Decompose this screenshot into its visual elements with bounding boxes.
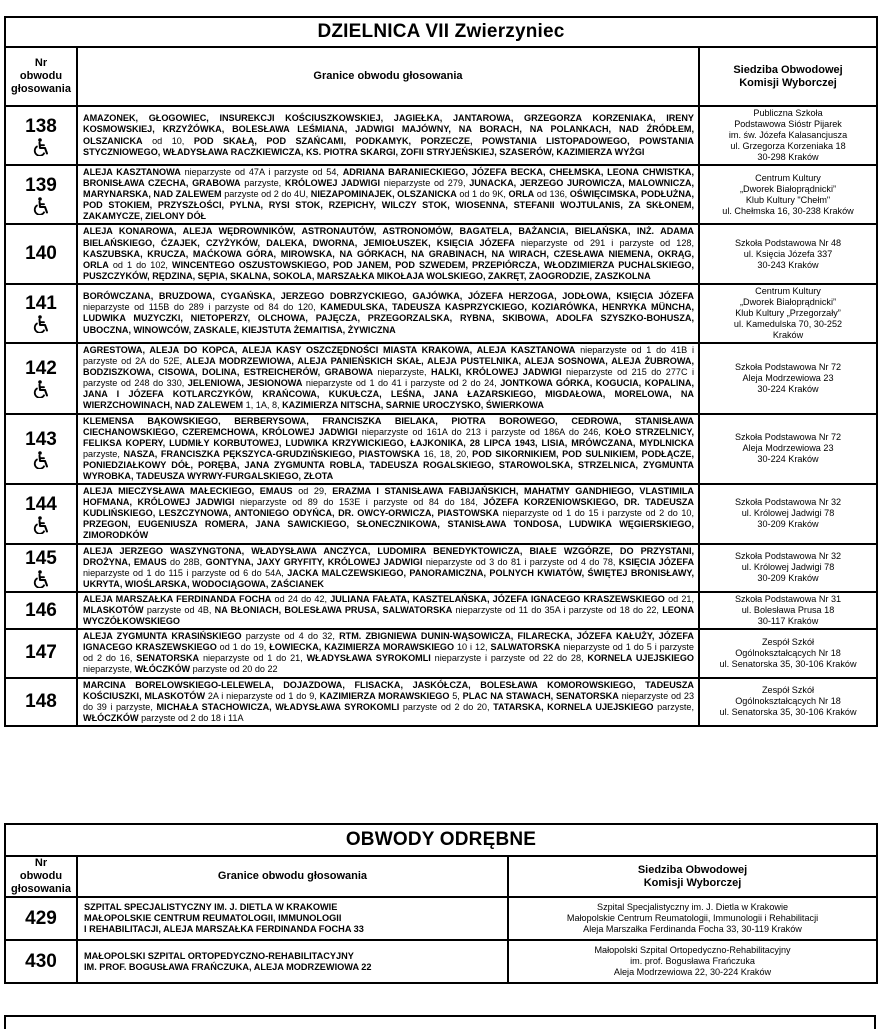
- street-range: od 10,: [142, 135, 194, 146]
- separate-district-row: [5, 897, 877, 940]
- seat-line: 30-243 Kraków: [757, 259, 819, 270]
- boundary-line: SZPITAL SPECJALISTYCZNY IM. J. DIETLA W KRAKOWIE: [84, 902, 338, 912]
- header-seat: [508, 856, 877, 897]
- header-streets: Granice obwodu głosowania: [77, 47, 699, 106]
- wheelchair-accessible-icon: [33, 138, 49, 156]
- seat-line: Szkoła Podstawowa Nr 72: [734, 432, 842, 443]
- street-names: KAMEDULSKA, TADEUSZA KASPRZYCKIEGO, KOZIARÓWKA, HENRYKA MÜNCHA, LUDWIKA MUZYCZKI, NIETOPERZY, OLCHOWA, PAJĘCZA, PRZEGORZALSKA, RYBNA, SKIBOWA, ADOLFA SZYSZKO-BOHUSZA, UBOCZNA, WINOWCÓW, ZASKALE, KIEJSTUTA ŻEMAITISA, ŻYWICZNA: [83, 302, 694, 335]
- street-range: nieparzyste od 1 do 21,: [199, 653, 307, 664]
- separate-districts-table: [4, 823, 878, 984]
- street-names: NA BŁONIACH, BOLESŁAWA PRUSA, SALWATORSKA: [214, 605, 453, 615]
- district-number-cell: [5, 284, 77, 343]
- district-boundaries: [77, 592, 699, 629]
- district-boundaries: [77, 484, 699, 543]
- street-names: SENATORSKA: [136, 653, 200, 664]
- district-number-cell: [5, 165, 77, 224]
- commission-seat: [699, 165, 877, 224]
- district-boundaries: [77, 897, 508, 940]
- district-number-cell: [5, 678, 77, 726]
- district-row: [5, 592, 877, 629]
- seat-line: Podstawowa Sióstr Pijarek: [734, 119, 842, 129]
- district-boundaries: [77, 343, 699, 414]
- district-number-cell: [5, 629, 77, 677]
- district-table: [4, 16, 878, 727]
- district-boundaries: [77, 106, 699, 165]
- street-range: 5,: [449, 690, 463, 701]
- street-range: nieparzyste od 1 do 41 i parzyste od 2 do 24,: [302, 378, 501, 389]
- street-names: POD SIKORNIKIEM, POD SULNIKIEM, PODŁĄCZE, PONIEDZIAŁKOWY DÓŁ, PORĘBA, JANA ZYGMUNTA ROBLA, TADEUSZA ROGALSKIEGO, STAROWOLSKA, STRZELNICA, ZYGMUNTA WYROBKA, TADEUSZA WYRWY-FURGALSKIEGO, ZŁOTA: [83, 448, 694, 481]
- district-number: 142: [25, 358, 57, 380]
- street-range: 2A i nieparzyste od 1 do 9,: [205, 690, 320, 701]
- seat-line: 30-298 Kraków: [757, 152, 819, 162]
- street-names: LEONA WYCZÓŁKOWSKIEGO: [83, 605, 695, 627]
- boundary-line: MAŁOPOLSKIE CENTRUM REUMATOLOGII, IMMUNOLOGII: [84, 913, 342, 923]
- street-names: KOŁO STRZELNICY, FELIKSA KOPERY, LUDMIŁY KORBUTOWEJ, LUDWIKA KRZYWICKIEGO, ŁAJKONIKA, 28 LIPCA 1943, LISIA, MRÓWCZANA, MYDLNICKA: [83, 426, 694, 448]
- street-names: ALEJA JERZEGO WASZYNGTONA, WŁADYSŁAWA ANCZYCA, LUDOMIRA BENEDYKTOWICZA, BIAŁE WZGÓRZE, DO PRZYSTANI, DROŻYNA, EMAUS: [83, 545, 694, 567]
- main-rows: [5, 106, 877, 726]
- district-boundaries: [77, 224, 699, 283]
- seat-line: Szkoła Podstawowa Nr 32: [734, 497, 842, 508]
- header-nr-line: obwodu: [19, 870, 63, 882]
- district-number-cell: [5, 484, 77, 543]
- street-range: do 28B,: [166, 556, 206, 567]
- district-number: 144: [25, 493, 57, 515]
- street-range: nieparzyste od 1 do 115 i parzyste od 6 do 54A,: [83, 567, 288, 578]
- street-range: od 21,: [664, 593, 694, 604]
- seat-line: 30-224 Kraków: [757, 454, 819, 465]
- street-names: ERAZMA I STANISŁAWA FABIJAŃSKICH, MAHATMY GANDHIEGO, VLASTIMILA HOFMANA, KRÓLOWEJ JADWIGI: [83, 486, 694, 508]
- district-number: 148: [25, 690, 57, 712]
- seat-line: 30-209 Kraków: [757, 573, 819, 584]
- header-seat-line: Komisji Wyborczej: [643, 876, 742, 889]
- district-title: DZIELNICA VII Zwierzyniec: [5, 17, 877, 47]
- commission-seat: [699, 592, 877, 629]
- seat-line: Aleja Marszałka Ferdinanda Focha 33, 30-119 Kraków: [583, 924, 802, 934]
- street-names: WINCENTEGO OSZUSTOWSKIEGO, POD JANEM, POD SZWEDEM, PRZEPIÓRCZA, WŁODZIMIERZA PUCHALSKIEGO, PUSZCZYKÓW, RĘDZINA, SĘPIA, SKALNA, SOKOLA, MARSZAŁKA MIKOŁAJA WOLSKIEGO, ZAKRĘT, ZAOGRODZIE, ZASZKOLNA: [83, 259, 694, 281]
- street-names: PLAC NA STAWACH, SENATORSKA: [462, 690, 619, 701]
- header-nr-line: głosowania: [11, 83, 71, 95]
- district-number-cell: [5, 592, 77, 629]
- street-names: BORÓWCZANA, BRUZDOWA, CYGAŃSKA, JERZEGO DOBRZYCKIEGO, GAJÓWKA, JÓZEFA HERZOGA, JODŁOWA, KSIĘCIA JÓZEFA: [83, 291, 694, 302]
- district-number: 145: [25, 547, 57, 569]
- seat-line: Zespół Szkół: [761, 636, 815, 647]
- seat-line: Zespół Szkół: [761, 685, 815, 696]
- street-names: JACKA MALCZEWSKIEGO, PANORAMICZNA, POLNYCH KWIATÓW, ŚWIĘTEJ BRONISŁAWY, UKRYTA, WIOŚLARSKA, WODOCIĄGOWA, ZAŚCIANEK: [83, 567, 695, 589]
- seat-line: Szkoła Podstawowa Nr 31: [734, 594, 842, 605]
- street-range: nieparzyste,: [83, 664, 135, 675]
- seat-line: im. prof. Bogusława Frańczuka: [630, 956, 755, 966]
- district-number-cell: [5, 544, 77, 592]
- seat-line: 30-224 Kraków: [757, 383, 819, 394]
- street-range: nieparzyste od 1 do 15 i parzyste od 2 do 10,: [498, 508, 695, 519]
- header-nr: [5, 856, 77, 897]
- wheelchair-accessible-icon: [33, 315, 49, 333]
- street-names: JUNACKA, JERZEGO JUROWICZA, MALOWNICZA, MARYNARSKA, NAD ZALEWEM: [83, 178, 694, 200]
- district-number: 147: [25, 642, 57, 664]
- header-nr: [5, 47, 77, 106]
- district-row: [5, 165, 877, 224]
- street-names: ADRIANA BARANIECKIEGO, JÓZEFA BECKA, CHEŁMSKA, LEONA CHWISTKA, BRONISŁAWA CZECHA, GRABOWA: [83, 167, 694, 189]
- seat-line: ul. Księcia Józefa 337: [743, 248, 833, 259]
- district-number: 429: [5, 897, 77, 940]
- street-range: 1, 1A, 8,: [243, 400, 283, 411]
- district-boundaries: [77, 284, 699, 343]
- street-names: WŁÓCZKÓW: [83, 712, 139, 723]
- seat-line: Małopolskie Centrum Reumatologii, Immunologii i Rehabilitacji: [566, 913, 819, 923]
- seat-line: Ogólnokształcących Nr 18: [735, 647, 841, 658]
- seat-line: Centrum Kultury: [755, 285, 821, 296]
- street-range: parzyste,: [653, 701, 694, 712]
- header-nr-line: obwodu: [19, 70, 63, 82]
- street-names: MICHAŁA STACHOWICZA, WŁADYSŁAWA SYROKOMLI: [156, 701, 400, 712]
- street-names: GONTYNA, JAXY GRYFITY, KRÓLOWEJ JADWIGI: [205, 556, 423, 567]
- street-names: POD SKAŁĄ, POD SZAŃCAMI, PODKAMYK, PORZECZE, POWSTANIA LISTOPADOWEGO, POWSTANIA STYCZNIOWEGO, WŁADYSŁAWA RACZKIEWICZA, KS. PIOTRA SKARGI, ZOFII STRYJEŃSKIEJ, SZASERÓW, KAZIMIERZA WYŻGI: [83, 135, 694, 157]
- street-range: nieparzyste od 1 do 5 i parzyste od 2 do 16,: [83, 642, 694, 664]
- street-names: KRÓLOWEJ JADWIGI: [284, 178, 381, 189]
- street-names: NIEZAPOMINAJEK, OLSZANICKA: [310, 189, 457, 200]
- seat-line: Publiczna Szkoła: [753, 108, 823, 118]
- district-row: [5, 106, 877, 165]
- street-names: AGRESTOWA, ALEJA DO KOPCA, ALEJA KASY OSZCZĘDNOŚCI MIASTA KRAKOWA, ALEJA KASZTANOWA: [83, 344, 576, 355]
- street-range: od 29,: [292, 486, 333, 497]
- district-number: 139: [25, 174, 57, 196]
- seat-line: 30-209 Kraków: [757, 519, 819, 530]
- street-names: ALEJA KASZTANOWA: [83, 167, 181, 177]
- commission-seat: [508, 940, 877, 983]
- street-names: WŁADYSŁAWA SYROKOMLI: [306, 653, 431, 664]
- seat-line: Aleja Modrzewiowa 23: [742, 443, 834, 454]
- street-names: OŚWIĘCIMSKA, PODŁUŻNA, POD STOKIEM, PRZYSZŁOŚCI, PYLNA, RYSI STOK, RZEPICHY, WILCZY STOK, WIOSENNA, STEFANII WOJTULANIS, ZA SKŁONEM, ZAKAMYCZE, ZIELONY DÓŁ: [83, 189, 695, 222]
- street-names: JULIANA FAŁATA, KASZTELAŃSKA, JÓZEFA IGNACEGO KRASZEWSKIEGO: [330, 593, 665, 604]
- street-range: od 1 do 9K,: [456, 189, 509, 200]
- street-range: nieparzyste od 89 do 153E i parzyste od 84 do 184,: [234, 497, 484, 508]
- district-row: [5, 284, 877, 343]
- street-range: nieparzyste od 1 do 41B i parzyste od 2A do 52E,: [83, 344, 694, 367]
- street-range: od 136,: [534, 189, 570, 200]
- district-number: 138: [25, 115, 57, 137]
- street-names: HALKI, KRÓLOWEJ JADWIGI: [431, 367, 562, 378]
- seat-line: Klub Kultury „Przegorzały”: [735, 307, 841, 318]
- seat-line: ul. Kamedulska 70, 30-252: [733, 318, 843, 329]
- seat-line: Ogólnokształcących Nr 18: [735, 696, 841, 707]
- district-boundaries: [77, 165, 699, 224]
- commission-seat: [699, 414, 877, 485]
- commission-seat: [699, 224, 877, 283]
- street-names: PRZEGON, EUGENIUSZA ROMERA, JANA SAWICKIEGO, SŁONECZNIKOWA, STANISŁAWA TONDOSA, LUDWIKA WĘGIERSKIEGO, ZIMORODKÓW: [83, 519, 694, 541]
- street-names: NASZA, FRANCISZKA PĘKSZYCA-GRUDZIŃSKIEGO, PIASTOWSKA: [123, 448, 421, 459]
- street-names: MARCINA BORELOWSKIEGO-LELEWELA, DOJAZDOWA, FLISACKA, JASKÓŁCZA, BOLESŁAWA KOMOROWSKIEGO, TADEUSZA KOŚCIUSZKI, MLASKOTÓW: [83, 679, 694, 701]
- seat-line: Aleja Modrzewiowa 23: [742, 372, 834, 383]
- street-names: ORLA: [508, 189, 535, 200]
- street-names: WŁÓCZKÓW: [134, 664, 191, 675]
- street-range: nieparzyste,: [373, 367, 432, 378]
- street-range: od 1 do 19,: [216, 642, 270, 653]
- seat-line: „Dworek Białoprądnicki”: [740, 183, 837, 194]
- district-number: 146: [25, 599, 57, 621]
- street-range: parzyste,: [83, 448, 124, 459]
- seat-line: im. św. Józefa Kalasancjusza: [728, 130, 848, 140]
- street-names: SALWATORSKA: [490, 642, 561, 653]
- street-range: parzyste od 4B,: [143, 605, 215, 615]
- seat-line: ul. Chełmska 16, 30-238 Kraków: [722, 205, 854, 216]
- street-names: KAZIMIERZA MORAWSKIEGO: [319, 690, 450, 701]
- wheelchair-accessible-icon: [33, 380, 49, 398]
- street-range: nieparzyste od 161A do 213 i parzyste od 186A do 246,: [357, 426, 605, 437]
- street-names: KORNELA UJEJSKIEGO: [587, 653, 694, 664]
- street-names: JELENIOWA, JESIONOWA: [187, 378, 303, 389]
- district-number: 140: [25, 243, 57, 265]
- district-boundaries: [77, 544, 699, 592]
- street-names: KSIĘCIA JÓZEFA: [618, 556, 695, 567]
- header-nr-line: Nr: [34, 857, 48, 869]
- street-range: od 1 do 102,: [108, 259, 173, 270]
- wheelchair-accessible-icon: [33, 570, 49, 588]
- wheelchair-accessible-icon: [33, 197, 49, 215]
- district-boundaries: [77, 414, 699, 485]
- separate-district-row: [5, 940, 877, 983]
- seat-line: ul. Królowej Jadwigi 78: [741, 562, 835, 573]
- street-range: nieparzyste od 3 do 81 i parzyste od 4 do 78,: [422, 556, 619, 567]
- commission-seat: [699, 343, 877, 414]
- street-names: ALEJA ZYGMUNTA KRASIŃSKIEGO: [83, 631, 242, 642]
- seat-line: Szkoła Podstawowa Nr 72: [734, 361, 842, 372]
- street-range: parzyste od 2 do 18 i 11A: [138, 712, 244, 723]
- street-range: nieparzyste od 279,: [380, 178, 470, 189]
- seat-line: „Dworek Białoprądnicki”: [740, 296, 837, 307]
- seat-line: Kraków: [772, 329, 804, 340]
- street-range: parzyste,: [240, 178, 285, 189]
- seat-line: 30-117 Kraków: [757, 616, 819, 627]
- commission-seat: [699, 284, 877, 343]
- street-range: 10 i 12,: [454, 642, 491, 653]
- boundary-line: IM. PROF. BOGUSŁAWA FRAŃCZUKA, ALEJA MODRZEWIOWA 22: [84, 961, 372, 972]
- boundary-line: MAŁOPOLSKI SZPITAL ORTOPEDYCZNO-REHABILITACYJNY: [84, 950, 354, 961]
- street-range: nieparzyste od 215 do 277C i parzyste od 248 do 330,: [83, 367, 695, 389]
- header-streets: Granice obwodu głosowania: [77, 856, 508, 897]
- district-number: 430: [5, 940, 77, 983]
- street-names: KAZIMIERZA NITSCHA, SARNIE UROCZYSKO, ŚWIERKOWA: [282, 400, 544, 411]
- district-number: 143: [25, 428, 57, 450]
- header-nr-line: Nr: [34, 57, 48, 69]
- district-number-cell: [5, 106, 77, 165]
- seat-line: ul. Senatorska 35, 30-106 Kraków: [719, 658, 857, 669]
- street-range: nieparzyste od 11 do 35A i parzyste od 18 do 22,: [452, 605, 663, 615]
- district-number: 141: [25, 293, 57, 315]
- seat-line: ul. Królowej Jadwigi 78: [741, 508, 835, 519]
- separate-title: OBWODY ODRĘBNE: [5, 824, 877, 856]
- street-range: 16, 18, 20,: [420, 448, 473, 459]
- street-names: AMAZONEK, GŁOGOWIEC, INSUREKCJI KOŚCIUSZKOWSKIEJ, JAGIEŁKA, JANTAROWA, GRZEGORZA KORZENIAKA, IRENY KOSMOWSKIEJ, KRZYŻÓWKA, BOLESŁAWA LEŚMIANA, JADWIGI MAJÓWNY, NA BORACH, NA POLANKACH, NAD ŹRÓDŁEM, OLSZANICKA: [83, 113, 694, 146]
- street-range: nieparzyste od 47A i parzyste od 54,: [180, 167, 343, 177]
- district-boundaries: [77, 678, 699, 726]
- street-names: ALEJA MIECZYSŁAWA MAŁECKIEGO, EMAUS: [83, 486, 293, 497]
- street-names: RTM. ZBIGNIEWA DUNIN-WĄSOWICZA, FILARECKA, JÓZEFA KAŁUŻY, JÓZEFA IGNACEGO KRASZEWSKIEGO: [83, 631, 694, 653]
- street-range: nieparzyste od 291 i parzyste od 128,: [514, 237, 694, 248]
- seat-line: Aleja Modrzewiowa 22, 30-224 Kraków: [613, 967, 772, 977]
- seat-line: ul. Grzegorza Korzeniaka 18: [730, 141, 846, 151]
- header-seat-line: Komisji Wyborczej: [739, 76, 837, 89]
- street-range: parzyste od 20 do 22: [190, 664, 278, 675]
- street-range: nieparzyste i parzyste od 22 do 28,: [430, 653, 588, 664]
- commission-seat: [699, 106, 877, 165]
- wheelchair-accessible-icon: [33, 516, 49, 534]
- street-names: MLASKOTÓW: [83, 605, 144, 615]
- commission-seat: [699, 544, 877, 592]
- wheelchair-accessible-icon: [33, 451, 49, 469]
- street-names: TATARSKA, KORNELA UJEJSKIEGO: [493, 701, 654, 712]
- commission-seat: [699, 629, 877, 677]
- commission-seat: [699, 484, 877, 543]
- header-seat-line: Siedziba Obwodowej: [733, 63, 843, 76]
- street-names: ALEJA MARSZAŁKA FERDINANDA FOCHA: [83, 593, 272, 604]
- header-seat: [699, 47, 877, 106]
- seat-line: Szpital Specjalistyczny im. J. Dietla w Krakowie: [597, 902, 789, 912]
- street-range: nieparzyste od 115B do 289 i parzyste od 84 do 120,: [83, 302, 321, 313]
- district-number-cell: [5, 224, 77, 283]
- street-names: KASZUBSKA, KRUCZA, MAĆKOWA GÓRA, MIROWSKA, NA GÓRKACH, NA GRABINACH, NA WIRACH, CZESŁAWA NIEMENA, OKRĄG, ORLA: [83, 248, 694, 270]
- seat-line: Szkoła Podstawowa Nr 32: [734, 551, 842, 562]
- street-range: nieparzyste od 23 do 39 i parzyste,: [83, 690, 695, 712]
- district-number-cell: [5, 343, 77, 414]
- seat-line: Małopolski Szpital Ortopedyczno-Rehabilitacyjny: [594, 945, 791, 955]
- street-range: parzyste od 2 do 20,: [399, 701, 494, 712]
- street-names: ALEJA MODRZEWIOWA, ALEJA PANIEŃSKICH SKAŁ, ALEJA PUSTELNIKA, ALEJA SOSNOWA, ALEJA ŻUBROWA, BODZISZKOWA, CISOWA, DOLINA, ESTREICHERÓW, GRABOWA: [83, 356, 694, 378]
- seat-line: ul. Senatorska 35, 30-106 Kraków: [719, 707, 857, 718]
- district-row: [5, 678, 877, 726]
- commission-seat: [508, 897, 877, 940]
- header-seat-line: Siedziba Obwodowej: [637, 863, 748, 876]
- seat-line: ul. Bolesława Prusa 18: [741, 605, 835, 616]
- street-range: od 24 do 42,: [271, 593, 331, 604]
- district-boundaries: [77, 629, 699, 677]
- district-boundaries: [77, 940, 508, 983]
- seat-line: Centrum Kultury: [755, 172, 821, 183]
- street-names: ALEJA KONAROWA, ALEJA WĘDROWNIKÓW, ASTRONAUTÓW, ASTRONOMÓW, BAGATELA, BAŻANCIA, BIELAŃSKA, INŻ. ADAMA BIELAŃSKIEGO, ĆZAJEK, CZYŻYKÓW, DALEKA, DWORNA, JEMIOŁUSZEK, KSIĘCIA JÓZEFA: [83, 226, 694, 248]
- separate-rows: [5, 897, 877, 983]
- street-names: JÓZEFA KORZENIOWSKIEGO, DR. TADEUSZA KUDLIŃSKIEGO, LESZCZYNOWA, ANTONIEGO ODYŃCA, DR. OWCY-ORWICZA, PIASTOWSKA: [83, 497, 695, 519]
- boundary-line: I REHABILITACJI, ALEJA MARSZAŁKA FERDINANDA FOCHA 33: [84, 924, 364, 934]
- header-nr-line: głosowania: [11, 883, 71, 895]
- seat-line: Szkoła Podstawowa Nr 48: [734, 237, 842, 248]
- district-number-cell: [5, 414, 77, 485]
- seat-line: Klub Kultury "Chełm": [745, 194, 831, 205]
- district-row: [5, 343, 877, 414]
- district-row: [5, 414, 877, 485]
- street-range: parzyste od 2 do 4U,: [221, 189, 311, 200]
- street-range: parzyste od 4 do 32,: [241, 631, 340, 642]
- district-row: [5, 544, 877, 592]
- district-row: [5, 484, 877, 543]
- street-names: KLEMENSA BĄKOWSKIEGO, BERBERYSOWA, FRANCISZKA BIELAKA, PIOTRA BOROWEGO, CEDROWA, STANISŁAWA CIECHANOWSKIEGO, CZEREMCHOWA, KRÓLOWEJ JADWIGI: [83, 415, 694, 437]
- commission-seat: [699, 678, 877, 726]
- district-row: [5, 629, 877, 677]
- street-names: ŁOWIECKA, KAZIMIERZA MORAWSKIEGO: [269, 642, 455, 653]
- street-names: JONTKOWA GÓRKA, KOGUCIA, KOPALINA, JANA I JÓZEFA KOTLARCZYKÓW, KRAŃCOWA, KUKUŁCZA, LEŚNA, JANA ŁAZARSKIEGO, MIGDAŁOWA, MORELOWA, NA WIERZCHOWINACH, NAD ZALEWEM: [83, 378, 695, 411]
- district-row: [5, 224, 877, 283]
- next-table-edge: [4, 1015, 876, 1029]
